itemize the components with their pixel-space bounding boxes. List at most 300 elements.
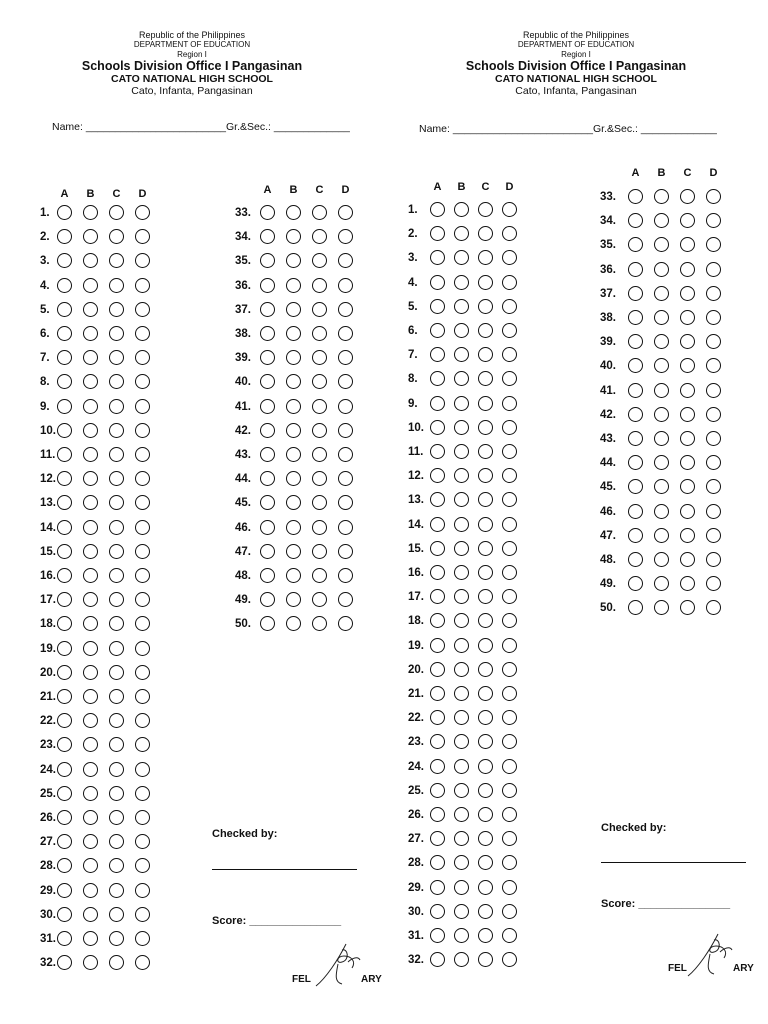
answer-bubble-a[interactable] [628, 358, 643, 373]
answer-bubble-c[interactable] [478, 275, 493, 290]
answer-bubble-b[interactable] [83, 834, 98, 849]
section-field[interactable]: _____________ [640, 123, 717, 135]
answer-bubble-c[interactable] [478, 831, 493, 846]
answer-bubble-a[interactable] [430, 662, 445, 677]
answer-bubble-c[interactable] [478, 807, 493, 822]
answer-bubble-d[interactable] [502, 202, 517, 217]
checked-by-line[interactable] [212, 869, 357, 870]
answer-bubble-d[interactable] [338, 616, 353, 631]
answer-bubble-c[interactable] [478, 420, 493, 435]
answer-bubble-a[interactable] [260, 399, 275, 414]
answer-bubble-c[interactable] [478, 638, 493, 653]
answer-bubble-d[interactable] [502, 734, 517, 749]
answer-bubble-b[interactable] [83, 326, 98, 341]
answer-bubble-c[interactable] [109, 495, 124, 510]
answer-bubble-b[interactable] [83, 883, 98, 898]
answer-bubble-d[interactable] [135, 713, 150, 728]
answer-bubble-d[interactable] [502, 420, 517, 435]
answer-bubble-c[interactable] [109, 907, 124, 922]
answer-bubble-b[interactable] [286, 374, 301, 389]
answer-bubble-c[interactable] [109, 253, 124, 268]
answer-bubble-d[interactable] [338, 229, 353, 244]
answer-bubble-c[interactable] [680, 528, 695, 543]
answer-bubble-d[interactable] [135, 278, 150, 293]
answer-bubble-a[interactable] [260, 471, 275, 486]
answer-bubble-b[interactable] [654, 213, 669, 228]
name-field[interactable]: ________________________ [452, 123, 594, 135]
answer-bubble-d[interactable] [502, 565, 517, 580]
answer-bubble-b[interactable] [654, 600, 669, 615]
answer-bubble-a[interactable] [430, 928, 445, 943]
answer-bubble-a[interactable] [430, 734, 445, 749]
answer-bubble-d[interactable] [135, 350, 150, 365]
answer-bubble-d[interactable] [502, 371, 517, 386]
answer-bubble-a[interactable] [260, 350, 275, 365]
answer-bubble-c[interactable] [478, 347, 493, 362]
answer-bubble-b[interactable] [454, 202, 469, 217]
answer-bubble-d[interactable] [502, 904, 517, 919]
answer-bubble-b[interactable] [83, 810, 98, 825]
answer-bubble-b[interactable] [654, 358, 669, 373]
answer-bubble-b[interactable] [654, 383, 669, 398]
answer-bubble-a[interactable] [57, 326, 72, 341]
answer-bubble-d[interactable] [338, 520, 353, 535]
answer-bubble-b[interactable] [286, 399, 301, 414]
answer-bubble-d[interactable] [706, 504, 721, 519]
answer-bubble-d[interactable] [135, 810, 150, 825]
answer-bubble-c[interactable] [109, 423, 124, 438]
answer-bubble-a[interactable] [57, 495, 72, 510]
answer-bubble-c[interactable] [109, 350, 124, 365]
answer-bubble-b[interactable] [454, 613, 469, 628]
answer-bubble-b[interactable] [286, 326, 301, 341]
answer-bubble-d[interactable] [338, 253, 353, 268]
answer-bubble-c[interactable] [312, 326, 327, 341]
answer-bubble-c[interactable] [680, 600, 695, 615]
answer-bubble-c[interactable] [680, 576, 695, 591]
answer-bubble-a[interactable] [430, 371, 445, 386]
answer-bubble-c[interactable] [312, 447, 327, 462]
answer-bubble-a[interactable] [57, 568, 72, 583]
answer-bubble-c[interactable] [109, 641, 124, 656]
answer-bubble-c[interactable] [478, 613, 493, 628]
answer-bubble-b[interactable] [83, 520, 98, 535]
answer-bubble-b[interactable] [654, 431, 669, 446]
answer-bubble-b[interactable] [83, 278, 98, 293]
answer-bubble-a[interactable] [430, 710, 445, 725]
answer-bubble-c[interactable] [109, 858, 124, 873]
answer-bubble-d[interactable] [135, 399, 150, 414]
answer-bubble-a[interactable] [430, 275, 445, 290]
answer-bubble-a[interactable] [430, 904, 445, 919]
answer-bubble-c[interactable] [312, 302, 327, 317]
answer-bubble-d[interactable] [706, 576, 721, 591]
answer-bubble-d[interactable] [706, 552, 721, 567]
answer-bubble-c[interactable] [478, 759, 493, 774]
answer-bubble-c[interactable] [312, 423, 327, 438]
answer-bubble-d[interactable] [135, 544, 150, 559]
answer-bubble-c[interactable] [109, 786, 124, 801]
answer-bubble-a[interactable] [430, 226, 445, 241]
answer-bubble-a[interactable] [57, 253, 72, 268]
answer-bubble-c[interactable] [478, 299, 493, 314]
answer-bubble-d[interactable] [502, 275, 517, 290]
answer-bubble-c[interactable] [312, 229, 327, 244]
answer-bubble-a[interactable] [57, 229, 72, 244]
answer-bubble-b[interactable] [454, 396, 469, 411]
answer-bubble-a[interactable] [628, 189, 643, 204]
answer-bubble-a[interactable] [57, 641, 72, 656]
answer-bubble-c[interactable] [109, 762, 124, 777]
answer-bubble-b[interactable] [454, 517, 469, 532]
answer-bubble-d[interactable] [706, 407, 721, 422]
answer-bubble-b[interactable] [454, 589, 469, 604]
answer-bubble-b[interactable] [83, 713, 98, 728]
answer-bubble-b[interactable] [454, 686, 469, 701]
answer-bubble-d[interactable] [338, 568, 353, 583]
answer-bubble-b[interactable] [654, 334, 669, 349]
answer-bubble-d[interactable] [502, 710, 517, 725]
answer-bubble-b[interactable] [654, 528, 669, 543]
answer-bubble-a[interactable] [57, 423, 72, 438]
answer-bubble-b[interactable] [286, 278, 301, 293]
answer-bubble-a[interactable] [430, 396, 445, 411]
answer-bubble-a[interactable] [430, 323, 445, 338]
answer-bubble-a[interactable] [628, 576, 643, 591]
answer-bubble-b[interactable] [454, 299, 469, 314]
answer-bubble-c[interactable] [478, 202, 493, 217]
answer-bubble-d[interactable] [135, 762, 150, 777]
answer-bubble-d[interactable] [135, 253, 150, 268]
answer-bubble-c[interactable] [478, 323, 493, 338]
answer-bubble-a[interactable] [260, 302, 275, 317]
answer-bubble-d[interactable] [706, 286, 721, 301]
answer-bubble-a[interactable] [260, 326, 275, 341]
answer-bubble-a[interactable] [628, 479, 643, 494]
answer-bubble-a[interactable] [260, 447, 275, 462]
answer-bubble-c[interactable] [109, 544, 124, 559]
answer-bubble-d[interactable] [135, 471, 150, 486]
answer-bubble-a[interactable] [430, 952, 445, 967]
answer-bubble-a[interactable] [430, 420, 445, 435]
answer-bubble-a[interactable] [57, 713, 72, 728]
answer-bubble-b[interactable] [83, 907, 98, 922]
answer-bubble-d[interactable] [135, 302, 150, 317]
answer-bubble-b[interactable] [83, 544, 98, 559]
answer-bubble-d[interactable] [502, 662, 517, 677]
answer-bubble-c[interactable] [680, 213, 695, 228]
answer-bubble-a[interactable] [430, 299, 445, 314]
answer-bubble-d[interactable] [502, 541, 517, 556]
answer-bubble-c[interactable] [109, 713, 124, 728]
answer-bubble-a[interactable] [57, 737, 72, 752]
answer-bubble-b[interactable] [83, 302, 98, 317]
answer-bubble-b[interactable] [654, 479, 669, 494]
answer-bubble-a[interactable] [57, 834, 72, 849]
answer-bubble-c[interactable] [109, 399, 124, 414]
answer-bubble-b[interactable] [83, 689, 98, 704]
answer-bubble-a[interactable] [57, 520, 72, 535]
answer-bubble-c[interactable] [478, 855, 493, 870]
answer-bubble-c[interactable] [680, 383, 695, 398]
answer-bubble-b[interactable] [83, 592, 98, 607]
answer-bubble-a[interactable] [430, 347, 445, 362]
answer-bubble-c[interactable] [680, 189, 695, 204]
answer-bubble-b[interactable] [454, 226, 469, 241]
answer-bubble-a[interactable] [57, 858, 72, 873]
answer-bubble-d[interactable] [502, 323, 517, 338]
answer-bubble-c[interactable] [478, 662, 493, 677]
answer-bubble-a[interactable] [260, 423, 275, 438]
answer-bubble-b[interactable] [454, 759, 469, 774]
answer-bubble-a[interactable] [57, 955, 72, 970]
answer-bubble-d[interactable] [706, 310, 721, 325]
answer-bubble-b[interactable] [654, 262, 669, 277]
answer-bubble-b[interactable] [454, 831, 469, 846]
answer-bubble-c[interactable] [109, 834, 124, 849]
answer-bubble-a[interactable] [430, 541, 445, 556]
answer-bubble-d[interactable] [135, 205, 150, 220]
answer-bubble-c[interactable] [109, 471, 124, 486]
checked-by-line[interactable] [601, 862, 746, 863]
answer-bubble-a[interactable] [628, 504, 643, 519]
answer-bubble-d[interactable] [502, 855, 517, 870]
answer-bubble-b[interactable] [454, 565, 469, 580]
answer-bubble-b[interactable] [454, 347, 469, 362]
answer-bubble-d[interactable] [502, 468, 517, 483]
answer-bubble-a[interactable] [628, 383, 643, 398]
answer-bubble-b[interactable] [286, 229, 301, 244]
answer-bubble-a[interactable] [57, 350, 72, 365]
answer-bubble-c[interactable] [109, 616, 124, 631]
answer-bubble-a[interactable] [260, 616, 275, 631]
answer-bubble-b[interactable] [83, 471, 98, 486]
answer-bubble-b[interactable] [286, 302, 301, 317]
answer-bubble-d[interactable] [338, 447, 353, 462]
answer-bubble-b[interactable] [83, 737, 98, 752]
answer-bubble-d[interactable] [338, 302, 353, 317]
answer-bubble-d[interactable] [706, 237, 721, 252]
answer-bubble-d[interactable] [135, 907, 150, 922]
answer-bubble-d[interactable] [502, 952, 517, 967]
answer-bubble-b[interactable] [83, 399, 98, 414]
answer-bubble-c[interactable] [109, 447, 124, 462]
answer-bubble-d[interactable] [338, 326, 353, 341]
answer-bubble-c[interactable] [312, 253, 327, 268]
answer-bubble-d[interactable] [338, 592, 353, 607]
answer-bubble-c[interactable] [680, 479, 695, 494]
answer-bubble-a[interactable] [430, 807, 445, 822]
answer-bubble-c[interactable] [478, 396, 493, 411]
name-field[interactable]: ________________________ [85, 121, 227, 133]
answer-bubble-a[interactable] [260, 205, 275, 220]
answer-bubble-d[interactable] [706, 431, 721, 446]
answer-bubble-b[interactable] [286, 447, 301, 462]
answer-bubble-a[interactable] [260, 253, 275, 268]
answer-bubble-b[interactable] [83, 641, 98, 656]
answer-bubble-b[interactable] [654, 504, 669, 519]
answer-bubble-b[interactable] [454, 710, 469, 725]
answer-bubble-c[interactable] [478, 904, 493, 919]
answer-bubble-c[interactable] [312, 471, 327, 486]
answer-bubble-b[interactable] [83, 568, 98, 583]
answer-bubble-c[interactable] [478, 565, 493, 580]
answer-bubble-d[interactable] [706, 383, 721, 398]
score-blank[interactable]: _______________ [249, 915, 342, 927]
answer-bubble-c[interactable] [109, 229, 124, 244]
answer-bubble-b[interactable] [654, 189, 669, 204]
section-field[interactable]: _____________ [273, 121, 350, 133]
answer-bubble-c[interactable] [478, 492, 493, 507]
answer-bubble-a[interactable] [628, 310, 643, 325]
answer-bubble-b[interactable] [454, 420, 469, 435]
answer-bubble-c[interactable] [478, 371, 493, 386]
answer-bubble-d[interactable] [135, 931, 150, 946]
answer-bubble-b[interactable] [286, 350, 301, 365]
answer-bubble-d[interactable] [135, 447, 150, 462]
answer-bubble-b[interactable] [286, 253, 301, 268]
answer-bubble-a[interactable] [430, 492, 445, 507]
answer-bubble-d[interactable] [502, 759, 517, 774]
answer-bubble-c[interactable] [109, 689, 124, 704]
answer-bubble-c[interactable] [680, 358, 695, 373]
answer-bubble-c[interactable] [680, 286, 695, 301]
answer-bubble-a[interactable] [57, 616, 72, 631]
answer-bubble-d[interactable] [706, 262, 721, 277]
answer-bubble-c[interactable] [109, 592, 124, 607]
answer-bubble-a[interactable] [628, 528, 643, 543]
answer-bubble-b[interactable] [654, 237, 669, 252]
answer-bubble-d[interactable] [502, 783, 517, 798]
answer-bubble-c[interactable] [312, 374, 327, 389]
answer-bubble-a[interactable] [628, 455, 643, 470]
answer-bubble-c[interactable] [109, 302, 124, 317]
answer-bubble-a[interactable] [57, 544, 72, 559]
answer-bubble-d[interactable] [502, 589, 517, 604]
score-blank[interactable]: _______________ [638, 898, 731, 910]
answer-bubble-b[interactable] [83, 423, 98, 438]
answer-bubble-c[interactable] [680, 237, 695, 252]
answer-bubble-a[interactable] [430, 565, 445, 580]
answer-bubble-b[interactable] [454, 807, 469, 822]
answer-bubble-d[interactable] [338, 423, 353, 438]
answer-bubble-b[interactable] [454, 250, 469, 265]
answer-bubble-c[interactable] [680, 431, 695, 446]
answer-bubble-c[interactable] [478, 783, 493, 798]
answer-bubble-b[interactable] [286, 471, 301, 486]
answer-bubble-c[interactable] [478, 589, 493, 604]
answer-bubble-c[interactable] [478, 444, 493, 459]
answer-bubble-c[interactable] [109, 520, 124, 535]
answer-bubble-b[interactable] [654, 286, 669, 301]
answer-bubble-d[interactable] [502, 396, 517, 411]
answer-bubble-d[interactable] [502, 613, 517, 628]
answer-bubble-a[interactable] [430, 686, 445, 701]
answer-bubble-d[interactable] [135, 834, 150, 849]
answer-bubble-d[interactable] [135, 592, 150, 607]
answer-bubble-d[interactable] [502, 831, 517, 846]
answer-bubble-b[interactable] [654, 576, 669, 591]
answer-bubble-d[interactable] [135, 616, 150, 631]
answer-bubble-b[interactable] [286, 544, 301, 559]
answer-bubble-c[interactable] [680, 262, 695, 277]
answer-bubble-a[interactable] [57, 665, 72, 680]
answer-bubble-a[interactable] [430, 638, 445, 653]
answer-bubble-b[interactable] [654, 552, 669, 567]
answer-bubble-d[interactable] [338, 278, 353, 293]
answer-bubble-a[interactable] [430, 250, 445, 265]
answer-bubble-a[interactable] [57, 931, 72, 946]
answer-bubble-a[interactable] [628, 600, 643, 615]
answer-bubble-d[interactable] [502, 250, 517, 265]
answer-bubble-a[interactable] [260, 278, 275, 293]
answer-bubble-a[interactable] [57, 689, 72, 704]
answer-bubble-c[interactable] [312, 592, 327, 607]
answer-bubble-d[interactable] [135, 374, 150, 389]
answer-bubble-c[interactable] [478, 226, 493, 241]
answer-bubble-d[interactable] [502, 444, 517, 459]
answer-bubble-b[interactable] [83, 665, 98, 680]
answer-bubble-d[interactable] [135, 689, 150, 704]
answer-bubble-c[interactable] [478, 250, 493, 265]
answer-bubble-c[interactable] [109, 374, 124, 389]
answer-bubble-a[interactable] [57, 883, 72, 898]
answer-bubble-c[interactable] [478, 710, 493, 725]
answer-bubble-c[interactable] [312, 616, 327, 631]
answer-bubble-d[interactable] [338, 495, 353, 510]
answer-bubble-c[interactable] [478, 928, 493, 943]
answer-bubble-c[interactable] [478, 517, 493, 532]
answer-bubble-d[interactable] [502, 299, 517, 314]
answer-bubble-a[interactable] [430, 759, 445, 774]
answer-bubble-a[interactable] [57, 374, 72, 389]
answer-bubble-c[interactable] [109, 326, 124, 341]
answer-bubble-a[interactable] [430, 517, 445, 532]
answer-bubble-d[interactable] [135, 641, 150, 656]
answer-bubble-c[interactable] [478, 952, 493, 967]
answer-bubble-b[interactable] [286, 495, 301, 510]
answer-bubble-a[interactable] [628, 213, 643, 228]
answer-bubble-a[interactable] [628, 286, 643, 301]
answer-bubble-b[interactable] [454, 734, 469, 749]
answer-bubble-b[interactable] [286, 592, 301, 607]
answer-bubble-c[interactable] [478, 468, 493, 483]
answer-bubble-a[interactable] [57, 205, 72, 220]
answer-bubble-d[interactable] [706, 358, 721, 373]
answer-bubble-b[interactable] [454, 783, 469, 798]
answer-bubble-c[interactable] [680, 310, 695, 325]
answer-bubble-b[interactable] [83, 495, 98, 510]
answer-bubble-c[interactable] [680, 407, 695, 422]
answer-bubble-a[interactable] [430, 589, 445, 604]
answer-bubble-a[interactable] [57, 762, 72, 777]
answer-bubble-c[interactable] [478, 734, 493, 749]
answer-bubble-c[interactable] [680, 334, 695, 349]
answer-bubble-a[interactable] [430, 468, 445, 483]
answer-bubble-b[interactable] [654, 310, 669, 325]
answer-bubble-d[interactable] [502, 638, 517, 653]
answer-bubble-b[interactable] [83, 762, 98, 777]
answer-bubble-d[interactable] [502, 880, 517, 895]
answer-bubble-b[interactable] [83, 350, 98, 365]
answer-bubble-a[interactable] [57, 302, 72, 317]
answer-bubble-a[interactable] [628, 407, 643, 422]
answer-bubble-b[interactable] [286, 205, 301, 220]
answer-bubble-c[interactable] [312, 278, 327, 293]
answer-bubble-d[interactable] [338, 399, 353, 414]
answer-bubble-b[interactable] [454, 275, 469, 290]
answer-bubble-a[interactable] [57, 907, 72, 922]
